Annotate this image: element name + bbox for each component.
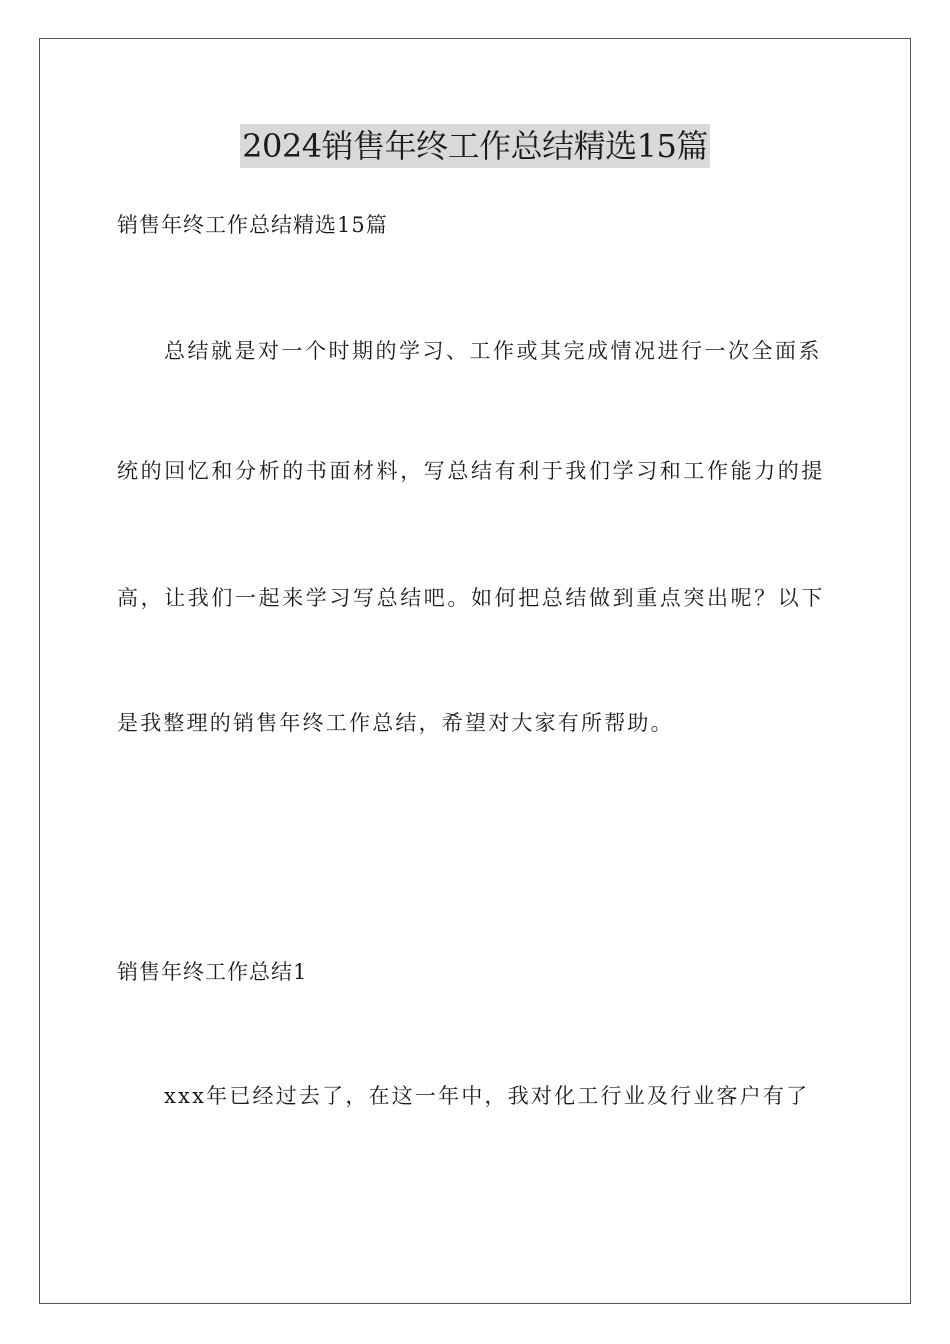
intro-paragraph-line-3: 高，让我们一起来学习写总结吧。如何把总结做到重点突出呢？以下	[117, 586, 825, 610]
document-subtitle: 销售年终工作总结精选15篇	[117, 213, 388, 237]
section-heading: 销售年终工作总结1	[117, 960, 308, 984]
document-title	[0, 124, 950, 168]
intro-paragraph-line-2: 统的回忆和分析的书面材料，写总结有利于我们学习和工作能力的提	[117, 459, 825, 483]
intro-paragraph-line-1: 总结就是对一个时期的学习、工作或其完成情况进行一次全面系	[164, 339, 822, 363]
section-paragraph-line-1: xxx年已经过去了，在这一年中，我对化工行业及行业客户有了	[164, 1084, 810, 1108]
document-title-text: 2024销售年终工作总结精选15篇	[240, 124, 710, 168]
intro-paragraph-line-4: 是我整理的销售年终工作总结，希望对大家有所帮助。	[117, 711, 674, 735]
